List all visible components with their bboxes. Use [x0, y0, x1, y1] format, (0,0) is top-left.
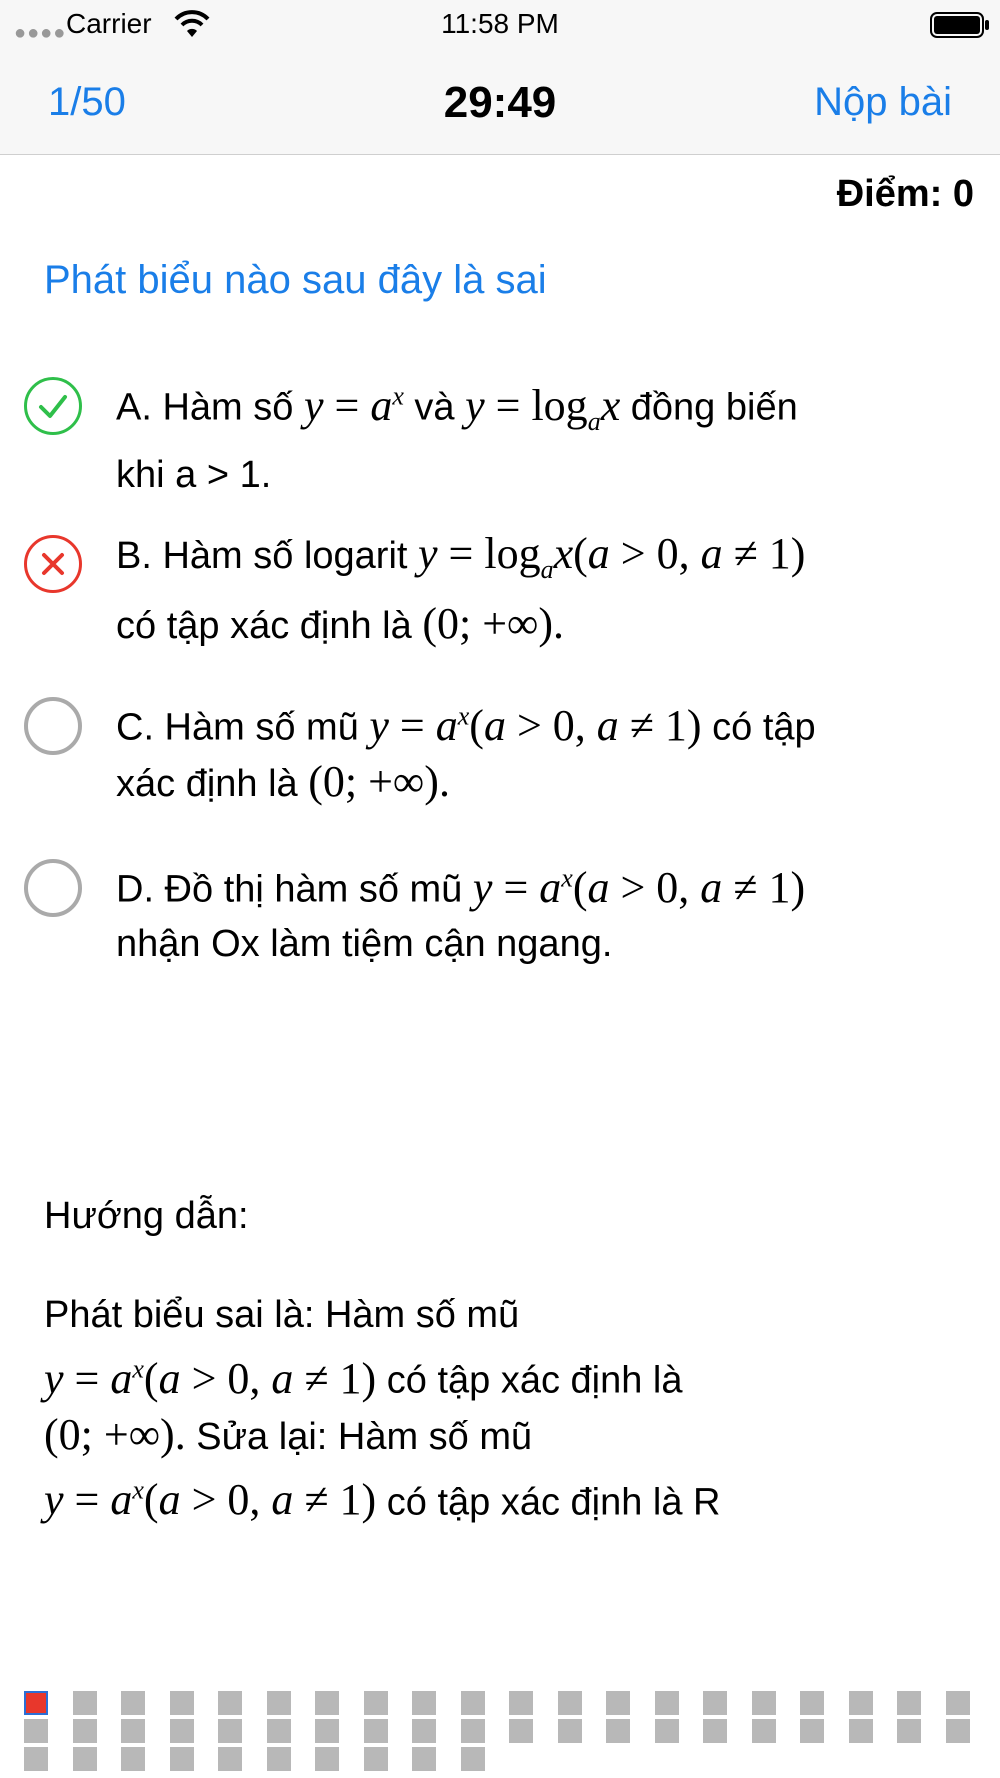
question-nav-cell[interactable]: [849, 1719, 873, 1743]
question-nav-cell[interactable]: [121, 1747, 145, 1771]
question-nav-cell[interactable]: [364, 1691, 388, 1715]
question-nav-cell[interactable]: [364, 1719, 388, 1743]
option-b[interactable]: [24, 527, 974, 648]
question-nav-cell[interactable]: [24, 1691, 48, 1715]
formula: (0; +∞).: [44, 1409, 186, 1459]
question-nav-cell[interactable]: [73, 1719, 97, 1743]
question-nav-cell[interactable]: [752, 1691, 776, 1715]
question-nav-cell[interactable]: [509, 1719, 533, 1743]
question-nav-cell[interactable]: [24, 1719, 48, 1743]
question-nav-cell[interactable]: [461, 1719, 485, 1743]
carrier-label: Carrier: [66, 8, 152, 39]
question-nav-cell[interactable]: [946, 1719, 970, 1743]
question-nav-cell[interactable]: [315, 1691, 339, 1715]
unselected-radio-icon: [24, 697, 82, 755]
option-a[interactable]: [24, 369, 974, 497]
question-nav-cell[interactable]: [655, 1719, 679, 1743]
question-nav-cell[interactable]: [412, 1747, 436, 1771]
question-nav-cell[interactable]: [267, 1691, 291, 1715]
score-label: Điểm: 0: [836, 173, 974, 215]
unselected-radio-icon: [24, 859, 82, 917]
question-nav-cell[interactable]: [267, 1747, 291, 1771]
question-nav-cell[interactable]: [655, 1691, 679, 1715]
question-progress[interactable]: 1/50: [48, 80, 126, 124]
countdown-timer: 29:49: [443, 78, 557, 127]
question-nav-cell[interactable]: [315, 1719, 339, 1743]
guide-text: Phát biểu sai là: Hàm số mũ $y = a^x(a > 0$, a ≠ 1) có tập xác định là (0; +∞). Sửa lại: Hàm số mũ $y = a^x(a > 0$, a ≠ 1) có tập xác định là R: [44, 1294, 721, 1525]
question-nav-cell[interactable]: [121, 1719, 145, 1743]
option-c-text: C. Hàm số mũ $y = a^x(a > 0$, a ≠ 1) có tập xác định là (0; +∞).: [116, 700, 816, 806]
clock: 11:58 PM: [441, 8, 559, 39]
formula: $y = a^x$: [303, 380, 404, 430]
question-nav-cell[interactable]: [218, 1719, 242, 1743]
question-nav-cell[interactable]: [849, 1691, 873, 1715]
question-nav-cell[interactable]: [558, 1691, 582, 1715]
option-a-text: A. Hàm số $y = a^x$ và $y = \log_ax$ đồng biến khi a > 1.: [116, 380, 798, 497]
formula: $y = a^x(a > 0$, a ≠ 1): [44, 1475, 377, 1525]
formula: (0; +∞).: [422, 598, 565, 648]
battery-icon: [930, 12, 990, 43]
question-nav-cell[interactable]: [606, 1691, 630, 1715]
question-nav-cell[interactable]: [412, 1719, 436, 1743]
question-nav-cell[interactable]: [412, 1691, 436, 1715]
option-d-text: D. Đồ thị hàm số mũ $y = a^x(a > 0$, a ≠ 1) nhận Ox làm tiệm cận ngang.: [116, 862, 806, 965]
question-nav-cell[interactable]: [170, 1719, 194, 1743]
question-nav-cell[interactable]: [364, 1747, 388, 1771]
question-nav-cell[interactable]: [461, 1691, 485, 1715]
question-nav-cell[interactable]: [461, 1747, 485, 1771]
formula: $y = a^x(a > 0$, a ≠ 1): [472, 862, 806, 912]
question-nav-cell[interactable]: [606, 1719, 630, 1743]
guide-label: Hướng dẫn:: [44, 1195, 249, 1237]
question-nav-cell[interactable]: [897, 1719, 921, 1743]
formula: $y = a^x(a > 0$, a ≠ 1): [44, 1353, 377, 1403]
status-bar: [0, 0, 1000, 50]
submit-button[interactable]: Nộp bài: [814, 80, 952, 124]
wrong-cross-icon: [24, 535, 82, 593]
signal-dots-icon: ●●●●: [14, 22, 67, 44]
question-nav-cell[interactable]: [24, 1747, 48, 1771]
question-text: Phát biểu nào sau đây là sai: [44, 258, 547, 302]
option-b-text: B. Hàm số logarit $y = \log_ax(a > 0$, a ≠ 1) có tập xác định là (0; +∞).: [116, 529, 806, 648]
question-nav-cell[interactable]: [170, 1747, 194, 1771]
question-nav-cell[interactable]: [800, 1719, 824, 1743]
question-nav-cell[interactable]: [121, 1691, 145, 1715]
option-c[interactable]: [24, 689, 974, 806]
question-nav-cell[interactable]: [218, 1747, 242, 1771]
formula: $y = \log_ax(a > 0$, a ≠ 1): [418, 529, 806, 584]
formula: $y = a^x(a > 0$, a ≠ 1): [369, 700, 702, 750]
correct-check-icon: [24, 377, 82, 435]
question-nav-cell[interactable]: [73, 1747, 97, 1771]
formula: $y = \log_ax$: [465, 380, 621, 436]
question-nav-cell[interactable]: [558, 1719, 582, 1743]
question-nav-cell[interactable]: [703, 1691, 727, 1715]
question-nav-cell[interactable]: [703, 1719, 727, 1743]
question-nav-cell[interactable]: [218, 1691, 242, 1715]
question-nav-cell[interactable]: [800, 1691, 824, 1715]
question-nav-cell[interactable]: [267, 1719, 291, 1743]
formula: (0; +∞).: [308, 756, 450, 806]
question-nav-cell[interactable]: [509, 1691, 533, 1715]
question-nav-cell[interactable]: [315, 1747, 339, 1771]
question-nav-cell[interactable]: [73, 1691, 97, 1715]
option-d[interactable]: [24, 851, 974, 965]
question-nav-cell[interactable]: [946, 1691, 970, 1715]
question-nav-cell[interactable]: [897, 1691, 921, 1715]
question-nav-cell[interactable]: [752, 1719, 776, 1743]
nav-bar: [0, 50, 1000, 155]
question-nav-cell[interactable]: [170, 1691, 194, 1715]
